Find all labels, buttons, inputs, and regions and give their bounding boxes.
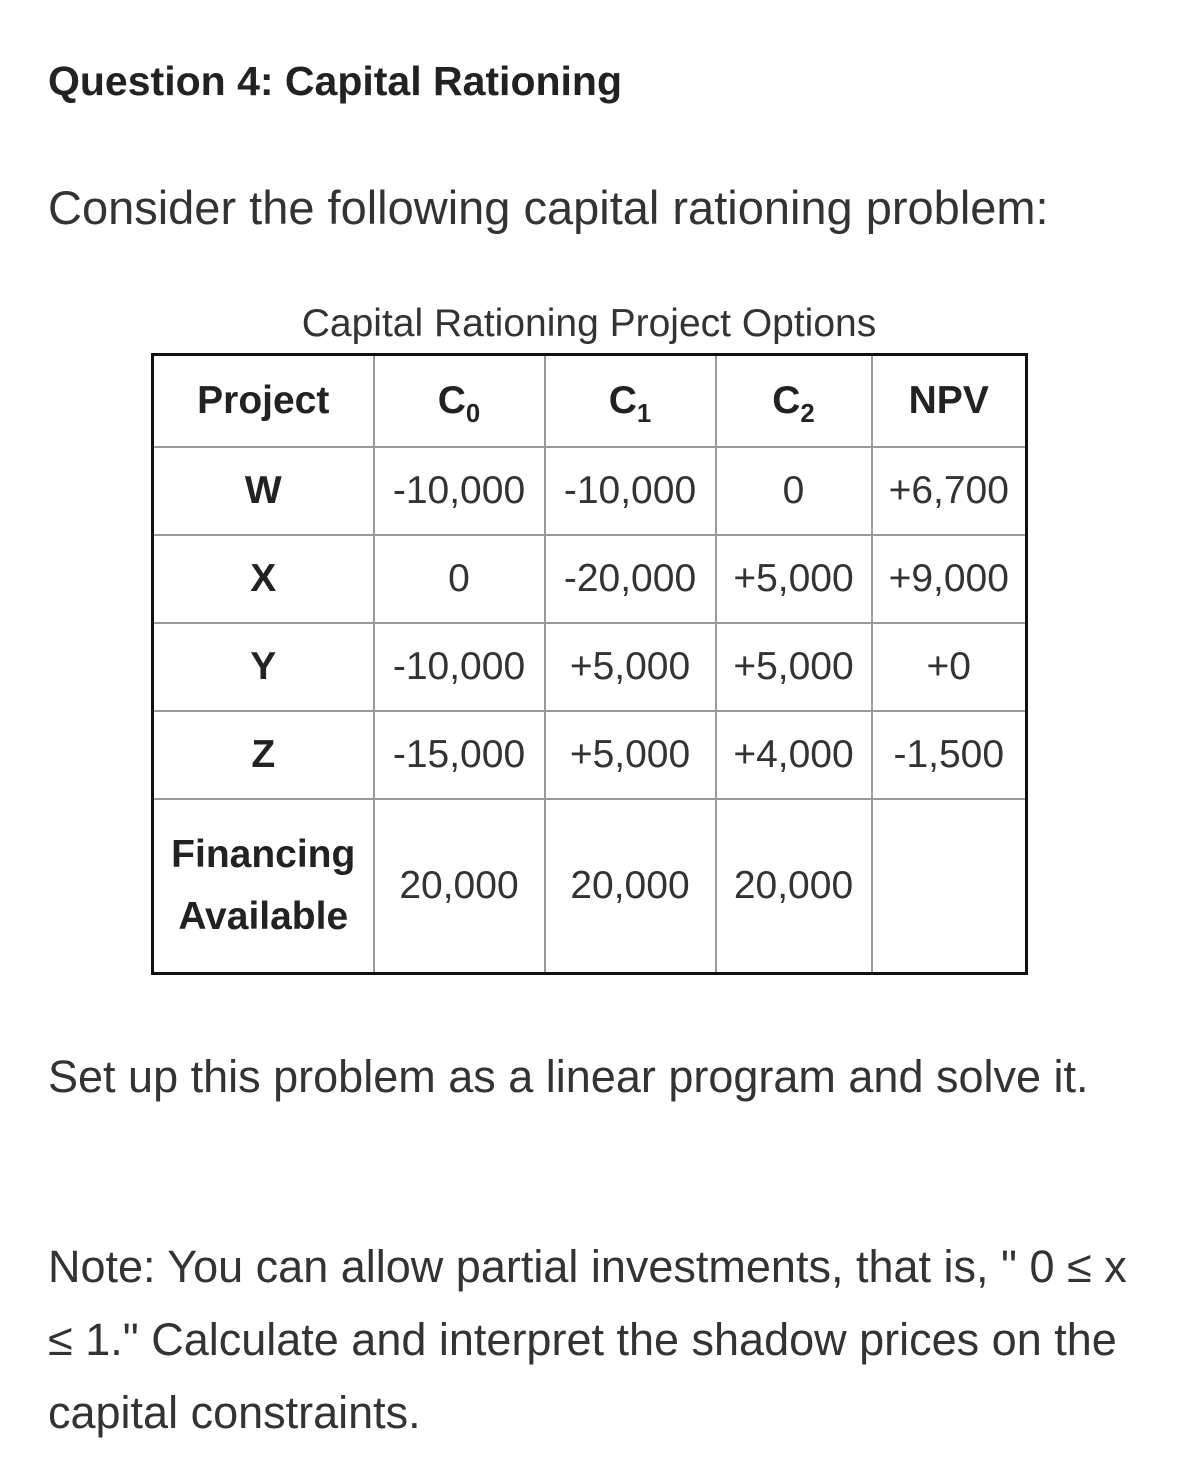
header-c0-base: C bbox=[437, 379, 466, 422]
header-c1 bbox=[545, 355, 716, 448]
financing-label-line2: Available bbox=[178, 895, 349, 938]
npv-cell: +0 bbox=[872, 623, 1027, 711]
financing-c1-cell: 20,000 bbox=[545, 799, 716, 974]
financing-label-cell bbox=[153, 799, 374, 974]
header-c0-sub: 0 bbox=[465, 400, 481, 428]
table-header-row bbox=[153, 355, 1027, 448]
project-cell: Z bbox=[153, 711, 374, 799]
c0-cell: -15,000 bbox=[374, 711, 545, 799]
c0-cell: -10,000 bbox=[374, 447, 545, 535]
header-c2 bbox=[716, 355, 872, 448]
npv-cell: -1,500 bbox=[872, 711, 1027, 799]
header-c1-base: C bbox=[608, 379, 637, 422]
project-cell: Y bbox=[153, 623, 374, 711]
c1-cell: +5,000 bbox=[545, 711, 716, 799]
c1-cell: +5,000 bbox=[545, 623, 716, 711]
financing-npv-cell bbox=[872, 799, 1027, 974]
table-row-y bbox=[153, 623, 1027, 711]
table-row-financing bbox=[153, 799, 1027, 974]
c1-cell: -10,000 bbox=[545, 447, 716, 535]
npv-cell: +9,000 bbox=[872, 535, 1027, 623]
capital-rationing-table bbox=[151, 353, 1028, 975]
financing-c2-cell: 20,000 bbox=[716, 799, 872, 974]
header-c0 bbox=[374, 355, 545, 448]
c0-cell: 0 bbox=[374, 535, 545, 623]
npv-cell: +6,700 bbox=[872, 447, 1027, 535]
table-row-w bbox=[153, 447, 1027, 535]
c2-cell: +5,000 bbox=[716, 535, 872, 623]
header-c2-base: C bbox=[772, 379, 801, 422]
intro-text: Consider the following capital rationing problem: bbox=[48, 181, 1049, 234]
financing-c0-cell: 20,000 bbox=[374, 799, 545, 974]
c2-cell: +4,000 bbox=[716, 711, 872, 799]
header-c1-sub: 1 bbox=[636, 400, 652, 428]
project-cell: X bbox=[153, 535, 374, 623]
financing-label-line1: Financing bbox=[171, 833, 356, 876]
c2-cell: +5,000 bbox=[716, 623, 872, 711]
table-row-x bbox=[153, 535, 1027, 623]
note-text: Note: You can allow partial investments, that is, " 0 ≤ x ≤ 1." Calculate and interpret the shadow prices on the capital constraints. bbox=[48, 1241, 1127, 1438]
c2-cell: 0 bbox=[716, 447, 872, 535]
table-caption: Capital Rationing Project Options bbox=[301, 302, 877, 345]
table-row-z bbox=[153, 711, 1027, 799]
header-c2-sub: 2 bbox=[800, 400, 815, 428]
c1-cell: -20,000 bbox=[545, 535, 716, 623]
question-title: Question 4: Capital Rationing bbox=[48, 58, 623, 104]
header-project: Project bbox=[153, 355, 374, 448]
c0-cell: -10,000 bbox=[374, 623, 545, 711]
project-cell: W bbox=[153, 447, 374, 535]
instruction-text: Set up this problem as a linear program and solve it. bbox=[48, 1051, 1089, 1102]
header-npv: NPV bbox=[872, 355, 1027, 448]
